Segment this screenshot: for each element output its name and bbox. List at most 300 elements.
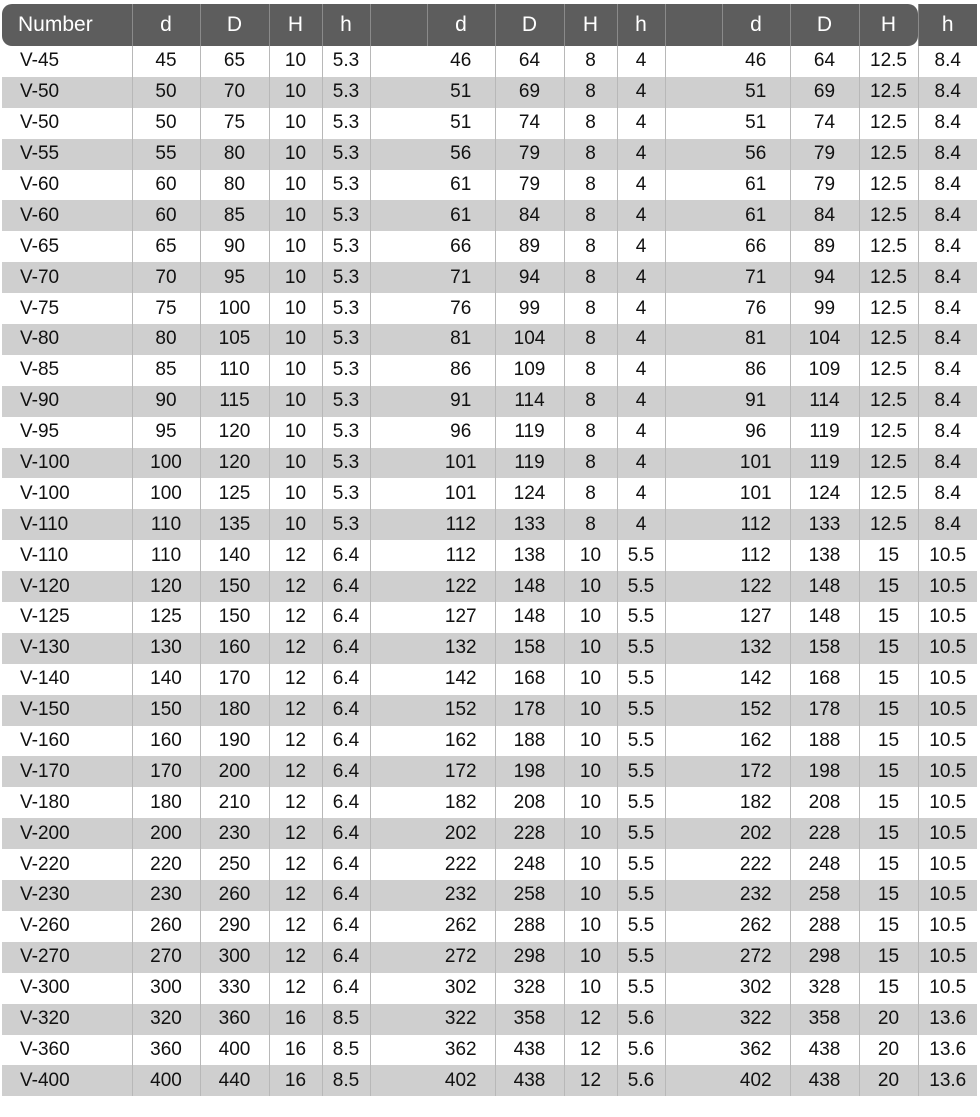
cell-D-1: 80: [200, 170, 269, 201]
cell-H-3: 20: [859, 1035, 918, 1066]
header-H-2: H: [564, 4, 617, 46]
cell-H-2: 10: [564, 540, 617, 571]
header-d-2: d: [427, 4, 495, 46]
cell-h-3: 8.4: [934, 50, 961, 72]
cell-H-3: 15: [859, 540, 918, 571]
cell-H-3: 12.5: [859, 355, 918, 386]
cell-h-1: 6.4: [322, 818, 370, 849]
cell-gap-2: [665, 1035, 722, 1066]
cell-d-3: 81: [722, 324, 790, 355]
cell-number: V-85: [2, 355, 132, 386]
cell-h-1: 6.4: [322, 973, 370, 1004]
cell-d-3: 127: [722, 602, 790, 633]
cell-D-1: 135: [200, 509, 269, 540]
cell-D-2: 208: [495, 787, 564, 818]
cell-number: V-170: [2, 756, 132, 787]
cell-h-3: 8.4: [934, 235, 961, 257]
cell-d-2: 302: [427, 973, 495, 1004]
cell-d-2: 71: [427, 262, 495, 293]
cell-d-3: 86: [722, 355, 790, 386]
cell-D-3: 114: [790, 386, 859, 417]
cell-number: V-320: [2, 1004, 132, 1035]
cell-h-1: 6.4: [322, 726, 370, 757]
cell-h-3: 10.5: [929, 668, 967, 690]
cell-d-3: 322: [722, 1004, 790, 1035]
cell-H-2: 10: [564, 911, 617, 942]
table-row: [2, 139, 977, 170]
cell-d-1: 120: [132, 571, 200, 602]
cell-h-2: 4: [617, 262, 665, 293]
cell-d-3: 162: [722, 726, 790, 757]
cell-gap-1: [370, 942, 427, 973]
cell-gap-2: [665, 293, 722, 324]
cell-d-3: 222: [722, 849, 790, 880]
table-row: [2, 200, 977, 231]
cell-H-3: 12.5: [859, 108, 918, 139]
cell-gap-2: [665, 726, 722, 757]
cell-d-3: 152: [722, 695, 790, 726]
cell-h-3: 10.5: [918, 756, 977, 787]
cell-h-2: 5.5: [617, 911, 665, 942]
cell-H-3: 15: [859, 664, 918, 695]
table-row: [2, 602, 977, 633]
cell-h-3: 10.5: [929, 977, 967, 999]
cell-number: V-50: [2, 108, 132, 139]
table-row: [2, 108, 977, 139]
cell-D-1: 65: [200, 46, 269, 77]
cell-D-1: 190: [200, 726, 269, 757]
cell-h-2: 4: [617, 355, 665, 386]
header-H-3: H: [859, 4, 918, 46]
cell-H-2: 8: [564, 108, 617, 139]
cell-D-3: 148: [790, 602, 859, 633]
table-row: [2, 726, 977, 757]
cell-D-1: 95: [200, 262, 269, 293]
cell-H-1: 16: [269, 1065, 322, 1096]
cell-h-1: 6.4: [322, 540, 370, 571]
cell-h-2: 4: [617, 77, 665, 108]
cell-d-2: 112: [427, 540, 495, 571]
cell-d-2: 81: [427, 324, 495, 355]
cell-H-1: 12: [269, 880, 322, 911]
cell-h-3: 10.5: [929, 544, 967, 566]
cell-h-3: 10.5: [918, 880, 977, 911]
cell-number: V-75: [2, 293, 132, 324]
cell-gap-2: [665, 664, 722, 695]
cell-h-1: 6.4: [322, 849, 370, 880]
cell-d-1: 400: [132, 1065, 200, 1096]
cell-d-2: 322: [427, 1004, 495, 1035]
cell-gap-1: [370, 756, 427, 787]
header-h-1: h: [322, 4, 370, 46]
cell-H-1: 10: [269, 324, 322, 355]
cell-D-3: 148: [790, 571, 859, 602]
cell-d-2: 362: [427, 1035, 495, 1066]
cell-H-2: 8: [564, 231, 617, 262]
cell-h-3: 8.4: [918, 262, 977, 293]
cell-d-3: 101: [722, 448, 790, 479]
cell-number: V-60: [2, 170, 132, 201]
cell-d-2: 96: [427, 417, 495, 448]
cell-H-2: 8: [564, 77, 617, 108]
cell-H-2: 10: [564, 849, 617, 880]
cell-d-2: 101: [427, 448, 495, 479]
cell-H-1: 12: [269, 942, 322, 973]
cell-H-3: 15: [859, 787, 918, 818]
cell-gap-2: [665, 324, 722, 355]
cell-d-1: 60: [132, 200, 200, 231]
table-row: [2, 633, 977, 664]
cell-gap-2: [665, 417, 722, 448]
cell-gap-1: [370, 478, 427, 509]
cell-D-1: 360: [200, 1004, 269, 1035]
cell-H-3: 12.5: [859, 448, 918, 479]
cell-h-2: 5.5: [617, 540, 665, 571]
cell-D-3: 198: [790, 756, 859, 787]
cell-d-2: 46: [427, 46, 495, 77]
cell-H-3: 15: [859, 849, 918, 880]
cell-D-1: 120: [200, 448, 269, 479]
cell-D-2: 168: [495, 664, 564, 695]
cell-D-1: 70: [200, 77, 269, 108]
cell-d-3: 71: [722, 262, 790, 293]
table-row: [2, 1004, 977, 1035]
cell-H-2: 10: [564, 664, 617, 695]
cell-D-2: 158: [495, 633, 564, 664]
cell-h-2: 5.5: [617, 695, 665, 726]
cell-number: V-180: [2, 787, 132, 818]
cell-D-3: 438: [790, 1035, 859, 1066]
cell-H-2: 12: [564, 1035, 617, 1066]
cell-H-2: 8: [564, 262, 617, 293]
cell-D-2: 133: [495, 509, 564, 540]
cell-H-3: 12.5: [859, 170, 918, 201]
cell-H-2: 10: [564, 880, 617, 911]
cell-D-3: 228: [790, 818, 859, 849]
cell-gap-2: [665, 571, 722, 602]
cell-d-2: 86: [427, 355, 495, 386]
cell-D-2: 188: [495, 726, 564, 757]
cell-D-3: 119: [790, 417, 859, 448]
cell-d-1: 125: [132, 602, 200, 633]
cell-H-3: 15: [859, 942, 918, 973]
cell-gap-1: [370, 386, 427, 417]
cell-D-1: 400: [200, 1035, 269, 1066]
cell-H-1: 10: [269, 448, 322, 479]
cell-gap-2: [665, 880, 722, 911]
cell-d-2: 162: [427, 726, 495, 757]
cell-d-1: 320: [132, 1004, 200, 1035]
cell-d-3: 61: [722, 170, 790, 201]
cell-d-3: 302: [722, 973, 790, 1004]
cell-gap-1: [370, 231, 427, 262]
cell-d-3: 112: [722, 509, 790, 540]
cell-number: V-50: [2, 77, 132, 108]
cell-gap-2: [665, 355, 722, 386]
cell-D-2: 298: [495, 942, 564, 973]
cell-gap-1: [370, 108, 427, 139]
cell-D-3: 79: [790, 170, 859, 201]
cell-h-3: 8.4: [934, 297, 961, 319]
cell-gap-2: [665, 139, 722, 170]
header-h-3: h: [941, 13, 954, 36]
cell-D-1: 140: [200, 540, 269, 571]
cell-d-3: 232: [722, 880, 790, 911]
cell-h-2: 5.5: [617, 849, 665, 880]
cell-h-1: 5.3: [322, 509, 370, 540]
cell-H-1: 10: [269, 509, 322, 540]
cell-D-2: 74: [495, 108, 564, 139]
cell-H-3: 12.5: [859, 417, 918, 448]
cell-H-3: 12.5: [859, 324, 918, 355]
dimension-table: [2, 4, 977, 1096]
cell-D-2: 148: [495, 571, 564, 602]
cell-gap-2: [665, 633, 722, 664]
cell-number: V-60: [2, 200, 132, 231]
cell-h-2: 5.5: [617, 602, 665, 633]
cell-H-2: 8: [564, 324, 617, 355]
cell-D-2: 64: [495, 46, 564, 77]
cell-number: V-110: [2, 540, 132, 571]
cell-d-1: 140: [132, 664, 200, 695]
table-row: [2, 46, 977, 77]
cell-h-2: 4: [617, 46, 665, 77]
cell-D-2: 328: [495, 973, 564, 1004]
header-gap-1: [370, 4, 427, 46]
cell-D-3: 208: [790, 787, 859, 818]
cell-d-3: 51: [722, 77, 790, 108]
cell-D-2: 79: [495, 170, 564, 201]
cell-H-1: 10: [269, 170, 322, 201]
cell-number: V-55: [2, 139, 132, 170]
cell-d-2: 56: [427, 139, 495, 170]
cell-h-3: 10.5: [918, 695, 977, 726]
cell-d-1: 85: [132, 355, 200, 386]
cell-gap-1: [370, 787, 427, 818]
cell-h-1: 6.4: [322, 602, 370, 633]
cell-D-1: 150: [200, 571, 269, 602]
cell-h-2: 5.5: [617, 756, 665, 787]
cell-number: V-270: [2, 942, 132, 973]
cell-number: V-230: [2, 880, 132, 911]
cell-d-1: 70: [132, 262, 200, 293]
cell-gap-2: [665, 77, 722, 108]
cell-H-1: 10: [269, 293, 322, 324]
header-row: [2, 4, 977, 46]
cell-gap-2: [665, 540, 722, 571]
cell-D-3: 138: [790, 540, 859, 571]
cell-d-1: 360: [132, 1035, 200, 1066]
cell-H-3: 12.5: [859, 478, 918, 509]
cell-H-2: 8: [564, 293, 617, 324]
cell-D-2: 99: [495, 293, 564, 324]
table-row: [2, 1065, 977, 1096]
cell-D-2: 178: [495, 695, 564, 726]
cell-d-3: 61: [722, 200, 790, 231]
cell-H-2: 8: [564, 448, 617, 479]
cell-H-2: 10: [564, 756, 617, 787]
cell-h-3: 10.5: [918, 571, 977, 602]
cell-h-1: 6.4: [322, 787, 370, 818]
cell-h-1: 5.3: [322, 77, 370, 108]
cell-d-2: 61: [427, 170, 495, 201]
cell-d-1: 95: [132, 417, 200, 448]
cell-H-3: 15: [859, 633, 918, 664]
cell-gap-1: [370, 46, 427, 77]
cell-D-2: 79: [495, 139, 564, 170]
cell-d-1: 160: [132, 726, 200, 757]
cell-d-1: 60: [132, 170, 200, 201]
table-row: [2, 509, 977, 540]
cell-H-1: 12: [269, 726, 322, 757]
cell-H-2: 8: [564, 478, 617, 509]
table-row: [2, 818, 977, 849]
cell-h-2: 5.5: [617, 880, 665, 911]
cell-h-3: 8.4: [918, 77, 977, 108]
cell-d-2: 66: [427, 231, 495, 262]
cell-D-2: 198: [495, 756, 564, 787]
cell-number: V-65: [2, 231, 132, 262]
table-row: [2, 478, 977, 509]
cell-gap-1: [370, 633, 427, 664]
cell-h-1: 6.4: [322, 695, 370, 726]
cell-H-2: 12: [564, 1004, 617, 1035]
header-d-1: d: [132, 4, 200, 46]
cell-H-2: 10: [564, 602, 617, 633]
cell-d-1: 170: [132, 756, 200, 787]
table-body: [2, 46, 977, 1096]
cell-h-1: 5.3: [322, 46, 370, 77]
cell-D-3: 104: [790, 324, 859, 355]
cell-H-1: 12: [269, 695, 322, 726]
cell-gap-2: [665, 695, 722, 726]
cell-H-3: 20: [859, 1004, 918, 1035]
cell-D-2: 288: [495, 911, 564, 942]
cell-gap-2: [665, 46, 722, 77]
cell-number: V-160: [2, 726, 132, 757]
header-D-1: D: [200, 4, 269, 46]
cell-gap-1: [370, 849, 427, 880]
cell-h-3: 8.4: [918, 509, 977, 540]
cell-number: V-100: [2, 478, 132, 509]
cell-gap-2: [665, 200, 722, 231]
cell-d-2: 51: [427, 77, 495, 108]
cell-D-1: 180: [200, 695, 269, 726]
cell-d-1: 75: [132, 293, 200, 324]
cell-gap-2: [665, 386, 722, 417]
cell-D-2: 114: [495, 386, 564, 417]
cell-D-1: 200: [200, 756, 269, 787]
cell-d-1: 100: [132, 478, 200, 509]
cell-H-3: 12.5: [859, 77, 918, 108]
cell-d-2: 222: [427, 849, 495, 880]
cell-d-1: 65: [132, 231, 200, 262]
cell-h-2: 5.5: [617, 664, 665, 695]
cell-number: V-220: [2, 849, 132, 880]
cell-h-2: 4: [617, 448, 665, 479]
cell-number: V-110: [2, 509, 132, 540]
cell-h-1: 5.3: [322, 139, 370, 170]
cell-H-2: 10: [564, 571, 617, 602]
cell-D-1: 290: [200, 911, 269, 942]
cell-D-1: 115: [200, 386, 269, 417]
cell-H-2: 10: [564, 787, 617, 818]
cell-d-3: 66: [722, 231, 790, 262]
cell-D-3: 158: [790, 633, 859, 664]
cell-d-2: 182: [427, 787, 495, 818]
header-h-2: h: [617, 4, 665, 46]
cell-H-2: 8: [564, 386, 617, 417]
cell-H-3: 12.5: [859, 509, 918, 540]
cell-number: V-70: [2, 262, 132, 293]
cell-h-3: 13.6: [929, 1038, 967, 1060]
cell-number: V-360: [2, 1035, 132, 1066]
cell-D-2: 94: [495, 262, 564, 293]
cell-gap-2: [665, 262, 722, 293]
cell-H-3: 15: [859, 695, 918, 726]
cell-h-1: 5.3: [322, 478, 370, 509]
table-header: [2, 4, 977, 46]
cell-h-1: 6.4: [322, 756, 370, 787]
cell-h-2: 4: [617, 293, 665, 324]
table-row: [2, 448, 977, 479]
cell-d-2: 127: [427, 602, 495, 633]
cell-D-3: 69: [790, 77, 859, 108]
cell-D-3: 74: [790, 108, 859, 139]
cell-gap-2: [665, 478, 722, 509]
cell-H-2: 10: [564, 973, 617, 1004]
cell-gap-1: [370, 509, 427, 540]
cell-D-1: 120: [200, 417, 269, 448]
cell-d-3: 101: [722, 478, 790, 509]
cell-gap-1: [370, 200, 427, 231]
cell-h-2: 5.5: [617, 787, 665, 818]
cell-D-1: 330: [200, 973, 269, 1004]
cell-gap-1: [370, 1004, 427, 1035]
cell-D-1: 300: [200, 942, 269, 973]
cell-number: V-260: [2, 911, 132, 942]
cell-h-2: 5.5: [617, 818, 665, 849]
cell-h-2: 4: [617, 417, 665, 448]
cell-h-1: 8.5: [322, 1065, 370, 1096]
cell-gap-1: [370, 139, 427, 170]
cell-H-3: 12.5: [859, 293, 918, 324]
cell-h-3: 10.5: [929, 853, 967, 875]
cell-number: V-95: [2, 417, 132, 448]
cell-d-3: 362: [722, 1035, 790, 1066]
cell-h-3: 13.6: [918, 1065, 977, 1096]
cell-D-1: 160: [200, 633, 269, 664]
cell-h-1: 6.4: [322, 880, 370, 911]
cell-h-2: 5.6: [617, 1004, 665, 1035]
cell-H-3: 15: [859, 726, 918, 757]
cell-d-1: 300: [132, 973, 200, 1004]
cell-gap-1: [370, 417, 427, 448]
cell-D-1: 110: [200, 355, 269, 386]
cell-gap-2: [665, 108, 722, 139]
cell-H-1: 10: [269, 231, 322, 262]
cell-h-3: 10.5: [918, 942, 977, 973]
cell-D-2: 69: [495, 77, 564, 108]
cell-h-3: 8.4: [934, 359, 961, 381]
cell-D-2: 248: [495, 849, 564, 880]
cell-number: V-130: [2, 633, 132, 664]
cell-d-2: 61: [427, 200, 495, 231]
cell-D-3: 84: [790, 200, 859, 231]
cell-H-1: 16: [269, 1035, 322, 1066]
cell-h-2: 4: [617, 139, 665, 170]
cell-H-1: 12: [269, 664, 322, 695]
